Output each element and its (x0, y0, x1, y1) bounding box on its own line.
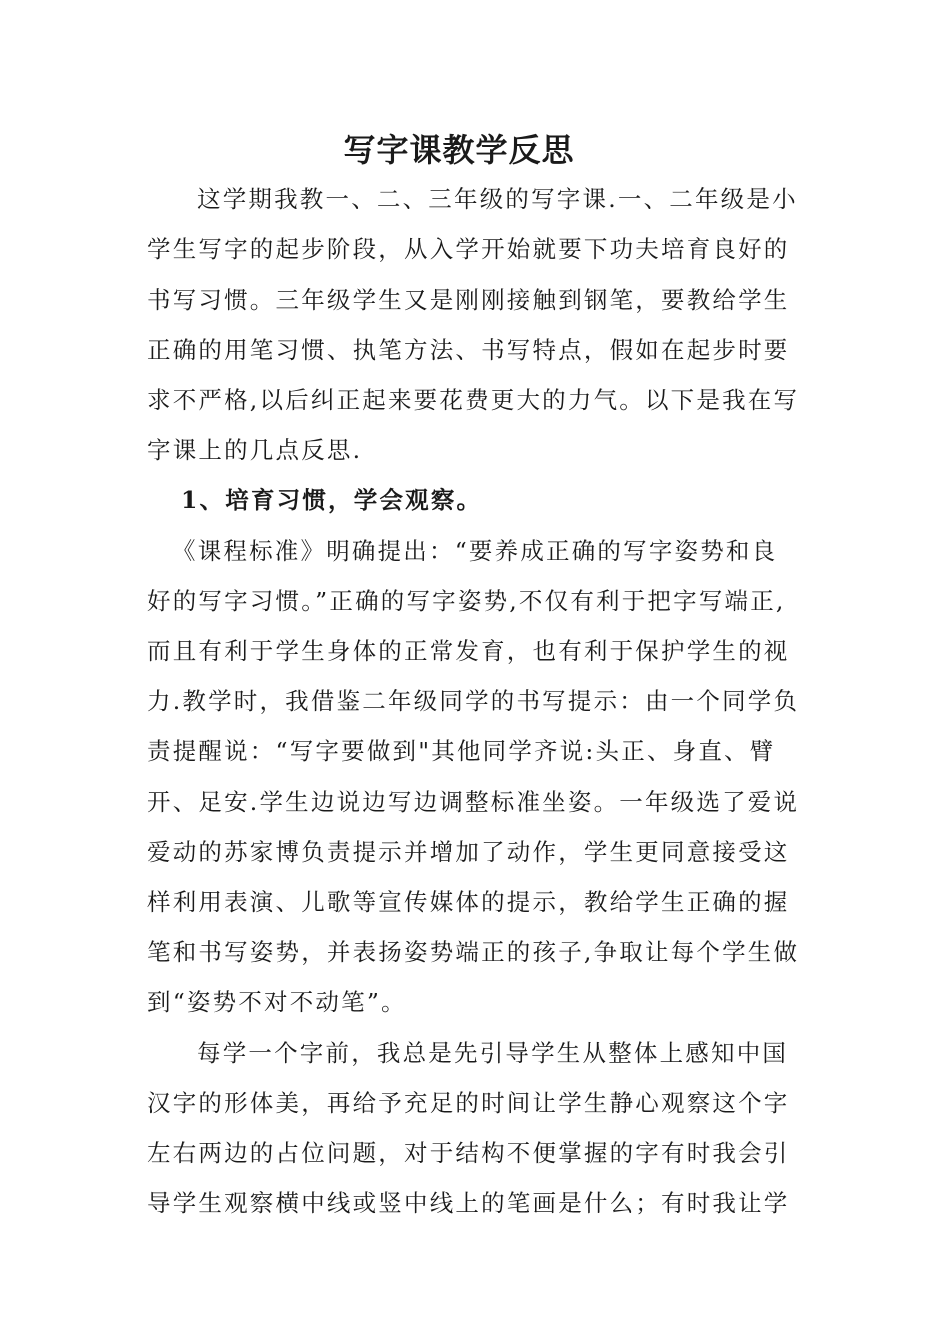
paragraph-line: 左右两边的占位问题，对于结构不便掌握的字有时我会引 (147, 1139, 790, 1167)
section-heading: 1、培育习惯，学会观察。 (181, 486, 483, 514)
paragraph-line: 每学一个字前，我总是先引导学生从整体上感知中国 (197, 1039, 789, 1067)
paragraph-line: 好的写字习惯。”正确的写字姿势,不仅有利于把字写端正, (147, 587, 786, 615)
paragraph-line: 正确的用笔习惯、执笔方法、书写特点，假如在起步时要 (147, 336, 790, 364)
paragraph-line: 求不严格,以后纠正起来要花费更大的力气。以下是我在写 (147, 386, 800, 414)
paragraph-line: 学生写字的起步阶段，从入学开始就要下功夫培育良好的 (147, 235, 790, 263)
paragraph-line: 力.教学时，我借鉴二年级同学的书写提示：由一个同学负 (147, 687, 800, 715)
paragraph-line: 而且有利于学生身体的正常发育，也有利于保护学生的视 (147, 637, 790, 665)
paragraph-line: 书写习惯。三年级学生又是刚刚接触到钢笔，要教给学生 (147, 286, 790, 314)
paragraph-line: 到“姿势不对不动笔”。 (147, 988, 407, 1016)
paragraph-line: 样利用表演、儿歌等宣传媒体的提示，教给学生正确的握 (147, 888, 790, 916)
paragraph-line: 导学生观察横中线或竖中线上的笔画是什么；有时我让学 (147, 1189, 790, 1217)
paragraph-line: 责提醒说：“写字要做到"其他同学齐说:头正、身直、臂 (147, 737, 776, 765)
paragraph-line: 《课程标准》明确提出：“要养成正确的写字姿势和良 (172, 537, 778, 565)
paragraph-line: 字课上的几点反思. (147, 436, 363, 464)
paragraph-line: 爱动的苏家博负责提示并增加了动作，学生更同意接受这 (147, 838, 790, 866)
paragraph-line: 笔和书写姿势，并表扬姿势端正的孩子,争取让每个学生做 (147, 938, 800, 966)
paragraph-line: 这学期我教一、二、三年级的写字课.一、二年级是小 (197, 185, 798, 213)
document-title: 写字课教学反思 (343, 131, 575, 169)
paragraph-line: 开、足安.学生边说边写边调整标准坐姿。一年级选了爱说 (147, 788, 800, 816)
paragraph-line: 汉字的形体美，再给予充足的时间让学生静心观察这个字 (147, 1089, 790, 1117)
